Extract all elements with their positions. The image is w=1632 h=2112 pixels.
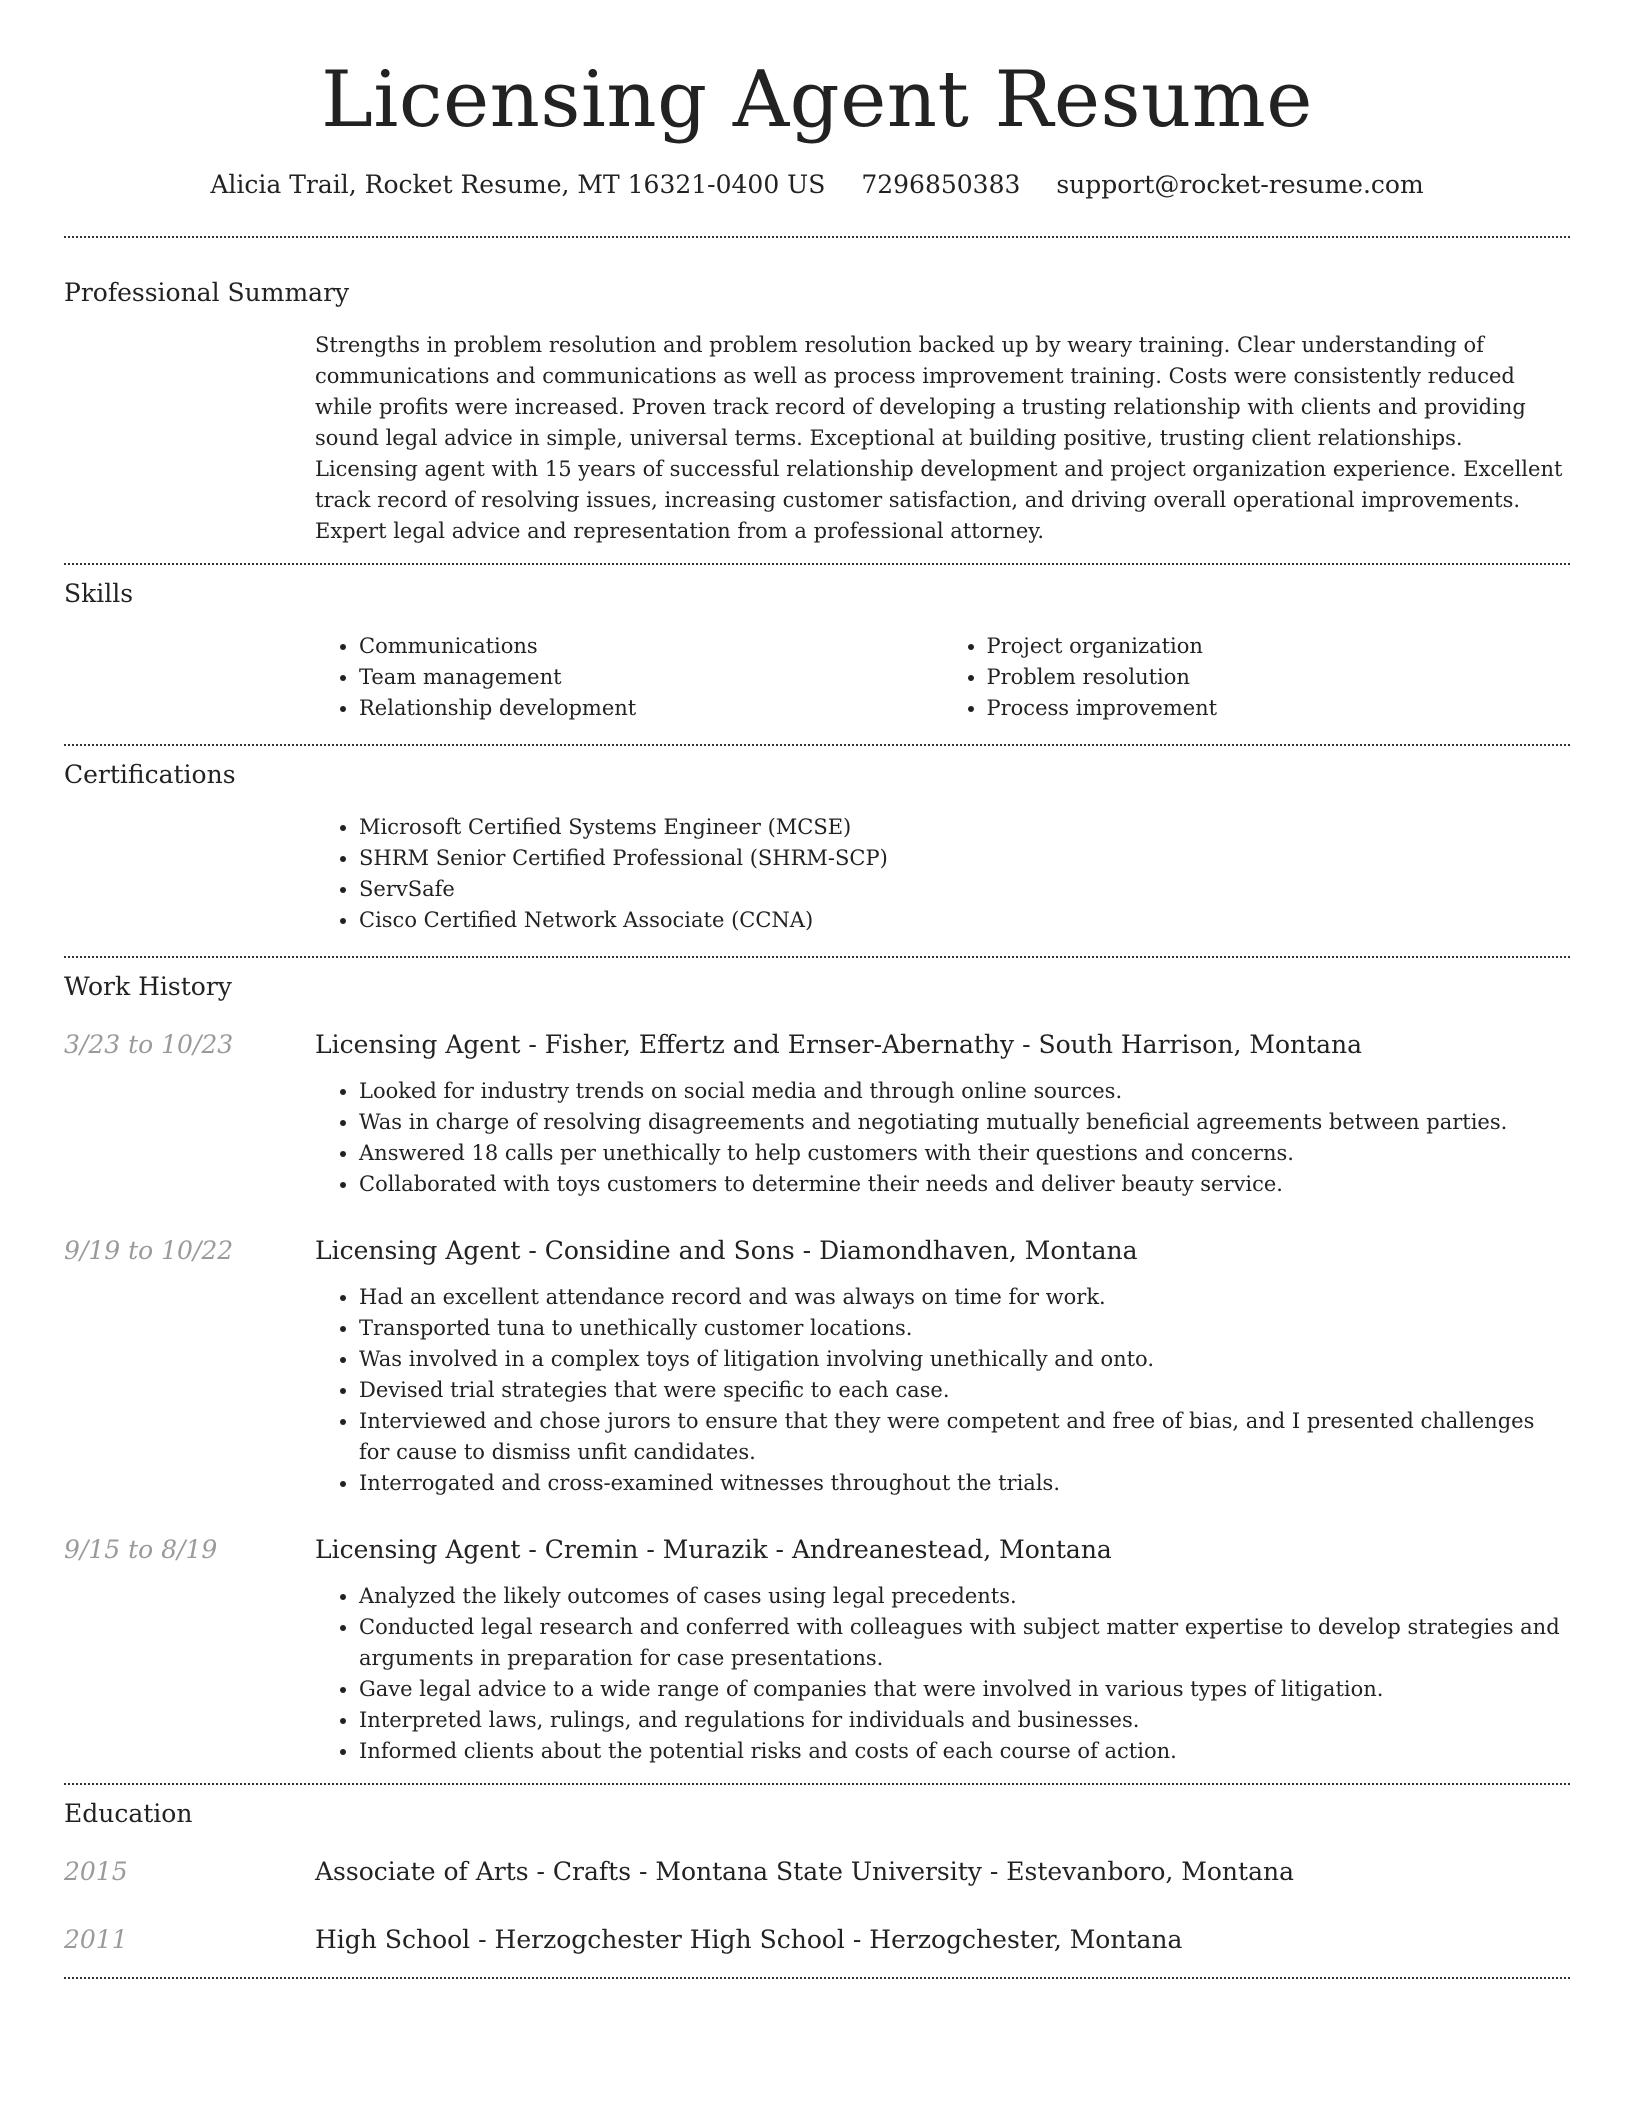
- education-year: 2015: [64, 1857, 128, 1886]
- education-entry: [64, 1855, 1570, 1889]
- certification-item: • Cisco Certified Network Associate (CCNA): [359, 905, 1570, 936]
- section-heading-summary: Professional Summary: [64, 278, 350, 307]
- skill-item: • Project organization: [987, 631, 1571, 662]
- job-entry: [64, 1533, 1570, 1783]
- contact-phone: 7296850383: [861, 170, 1021, 199]
- contact-address: Alicia Trail, Rocket Resume, MT 16321-0400 US: [210, 170, 826, 199]
- skills-list-right: [943, 631, 1571, 724]
- job-bullets: [315, 1581, 1570, 1767]
- summary-section: [64, 238, 1570, 563]
- certifications-list: [315, 812, 1570, 936]
- job-bullet: • Answered 18 calls per unethically to help customers with their questions and concerns.: [359, 1138, 1570, 1169]
- job-bullets: [315, 1282, 1570, 1499]
- divider: [64, 1977, 1570, 1979]
- work-history-section: [64, 958, 1570, 1783]
- certification-item: • ServSafe: [359, 874, 1570, 905]
- job-title: Licensing Agent - Considine and Sons - Diamondhaven, Montana: [315, 1236, 1138, 1265]
- resume-page: [64, 0, 1570, 1979]
- job-bullet: • Was involved in a complex toys of litigation involving unethically and onto.: [359, 1344, 1570, 1375]
- job-bullet: • Had an excellent attendance record and was always on time for work.: [359, 1282, 1570, 1313]
- skills-list-left: [315, 631, 943, 724]
- skill-item: • Problem resolution: [987, 662, 1571, 693]
- job-dates: 3/23 to 10/23: [64, 1030, 234, 1059]
- job-bullet: • Gave legal advice to a wide range of companies that were involved in various types of litigation.: [359, 1674, 1570, 1705]
- job-bullet: • Was in charge of resolving disagreements and negotiating mutually beneficial agreements between parties.: [359, 1107, 1570, 1138]
- job-bullet: • Interpreted laws, rulings, and regulations for individuals and businesses.: [359, 1705, 1570, 1736]
- skill-item: • Communications: [359, 631, 943, 662]
- job-title: Licensing Agent - Fisher, Effertz and Ernser-Abernathy - South Harrison, Montana: [315, 1030, 1363, 1059]
- job-bullet: • Interrogated and cross-examined witnesses throughout the trials.: [359, 1468, 1570, 1499]
- job-bullet: • Looked for industry trends on social media and through online sources.: [359, 1076, 1570, 1107]
- education-section: [64, 1785, 1570, 1977]
- job-title: Licensing Agent - Cremin - Murazik - Andreanestead, Montana: [315, 1535, 1112, 1564]
- education-year: 2011: [64, 1925, 128, 1954]
- section-heading-work: Work History: [64, 972, 232, 1001]
- education-title: Associate of Arts - Crafts - Montana State University - Estevanboro, Montana: [315, 1857, 1294, 1886]
- certification-item: • Microsoft Certified Systems Engineer (MCSE): [359, 812, 1570, 843]
- job-bullet: • Informed clients about the potential risks and costs of each course of action.: [359, 1736, 1570, 1767]
- certification-item: • SHRM Senior Certified Professional (SHRM-SCP): [359, 843, 1570, 874]
- job-dates: 9/19 to 10/22: [64, 1236, 234, 1265]
- section-heading-education: Education: [64, 1799, 193, 1828]
- job-bullet: • Collaborated with toys customers to determine their needs and deliver beauty service.: [359, 1169, 1570, 1200]
- education-entry: [64, 1923, 1570, 1977]
- job-bullet: • Interviewed and chose jurors to ensure that they were competent and free of bias, and I presented challenges for cause to dismiss unfit candidates.: [359, 1406, 1570, 1468]
- job-bullet: • Devised trial strategies that were specific to each case.: [359, 1375, 1570, 1406]
- job-bullets: [315, 1076, 1570, 1200]
- skill-item: • Team management: [359, 662, 943, 693]
- section-heading-skills: Skills: [64, 579, 134, 608]
- skill-item: • Process improvement: [987, 693, 1571, 724]
- skill-item: • Relationship development: [359, 693, 943, 724]
- job-entry: [64, 1028, 1570, 1200]
- education-title: High School - Herzogchester High School - Herzogchester, Montana: [315, 1925, 1183, 1954]
- job-dates: 9/15 to 8/19: [64, 1535, 218, 1564]
- certifications-section: [64, 746, 1570, 956]
- section-heading-certifications: Certifications: [64, 760, 236, 789]
- job-entry: [64, 1234, 1570, 1499]
- contact-email: support@rocket-resume.com: [1056, 170, 1424, 199]
- job-bullet: • Analyzed the likely outcomes of cases using legal precedents.: [359, 1581, 1570, 1612]
- resume-title: Licensing Agent Resume: [321, 55, 1313, 145]
- skills-section: [64, 565, 1570, 744]
- job-bullet: • Conducted legal research and conferred with colleagues with subject matter expertise to develop strategies and arguments in preparation for case presentations.: [359, 1612, 1570, 1674]
- job-bullet: • Transported tuna to unethically customer locations.: [359, 1313, 1570, 1344]
- contact-line: [64, 168, 1570, 202]
- summary-text: Strengths in problem resolution and problem resolution backed up by weary training. Clear understanding of communications and communications as well as process improvement training. Costs were consistently reduced while profits were increased. Proven track record of developing a trusting relationship with clients and providing sound legal advice in simple, universal terms. Exceptional at building positive, trusting client relationships. Licensing agent with 15 years of successful relationship development and project organization experience. Excellent track record of resolving issues, increasing customer satisfaction, and driving overall operational improvements. Expert legal advice and representation from a professional attorney.: [315, 333, 1563, 543]
